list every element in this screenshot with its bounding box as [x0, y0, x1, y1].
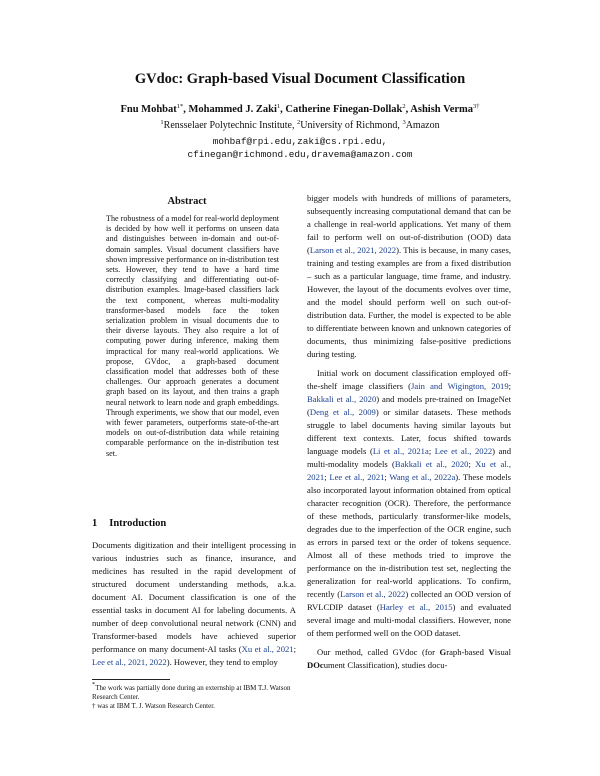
citation-link[interactable]: Deng et al., 2009	[309, 407, 376, 417]
paragraph	[307, 192, 511, 361]
citation-link[interactable]: Lee et al., 2021	[329, 472, 385, 482]
footnote-mark: †	[92, 702, 96, 710]
body-text: ) and evaluated several image and multi-modal classifiers. However, none of them performed well on the OOD dataset.	[307, 602, 511, 638]
body-text: Initial work on document classification employed off-the-shelf image classifiers (	[307, 368, 511, 391]
body-text: ;	[468, 459, 476, 469]
footnotes	[92, 681, 297, 711]
author-name: Catherine Finegan-Dollak	[285, 104, 403, 115]
body-text: ). These models also incorporated layout information obtained from optical character recognition (OCR). Therefore, the performance of these methods, particularly transformer-like models, degrades due to the imperfection of the OCR engine, such as errors in parsed text or the order of tokens sequence. Almost all of these methods tried to improve the performance on the in-distribution test set, neglecting the generalization for real-world applications. To confirm, recently (	[307, 472, 511, 599]
footnote-divider	[92, 679, 170, 680]
citation-link[interactable]: Lee et al., 2022	[434, 446, 493, 456]
body-text: raph-based	[446, 647, 489, 657]
body-text: bigger models with hundreds of millions of parameters, subsequently increasing computational demand that can be a challenge in real-world applications. Yet many of them fail to perform well on out-of-distribution (OOD) data (	[307, 193, 511, 255]
footnote	[92, 681, 297, 702]
author-name: Ashish Verma	[410, 104, 474, 115]
citation-link[interactable]: Bakkali et al., 2020	[394, 459, 469, 469]
paper-title: GVdoc: Graph-based Visual Document Classification	[134, 71, 466, 87]
body-text: ;	[384, 472, 390, 482]
body-text: ) and multi-modality models (	[307, 446, 511, 469]
email-line[interactable]: cfinegan@richmond.edu,dravema@amazon.com	[187, 149, 413, 160]
footnote-text: The work was partially done during an externship at IBM T.J. Watson Research Center.	[92, 684, 291, 701]
body-text: isual	[494, 647, 511, 657]
paragraph	[307, 646, 511, 672]
author-name: Fnu Mohbat	[120, 104, 177, 115]
citation-link[interactable]: Xu et al., 2021	[241, 644, 294, 654]
acronym-letter: G	[439, 647, 447, 657]
affiliation: Amazon	[405, 120, 440, 131]
paragraph	[307, 367, 511, 640]
abstract-heading: Abstract	[167, 196, 207, 207]
affiliation: University of Richmond,	[300, 120, 400, 131]
footnote-text: was at IBM T. J. Watson Research Center.	[95, 702, 215, 710]
citation-link[interactable]: Harley et al., 2015	[379, 602, 453, 612]
body-text: Our method, called GVdoc (for	[317, 647, 440, 657]
body-text: ). This is because, in many cases, training and testing examples are from a fixed distribution – such as a particular language, time frame, and industry. However, the layout of the documents evolves over time, and the model should perform well on such out-of-distribution data. Further, the model is expected to be able to differentiate between known and unknown categories of documents, thus minimizing false-positive predictions during testing.	[307, 245, 511, 359]
introduction-paragraph	[92, 539, 296, 669]
affiliation-line	[0, 120, 600, 131]
citation-link[interactable]: Jain and Wigington, 2019	[411, 381, 509, 391]
body-text: ;	[508, 381, 512, 391]
citation-link[interactable]: Lee et al., 2021, 2022	[92, 657, 167, 667]
citation-link[interactable]: Xu et al., 2021	[307, 459, 511, 482]
citation-link[interactable]: Li et al., 2021a	[372, 446, 429, 456]
email-line[interactable]: mohbaf@rpi.edu,zaki@cs.rpi.edu,	[212, 136, 388, 147]
affiliation-number: 2	[296, 119, 301, 126]
body-text: ) and models pre-trained on ImageNet (	[307, 394, 511, 417]
acronym-letter: V	[488, 647, 495, 657]
abstract-text: The robustness of a model for real-world deployment is decided by how well it performs on unseen data and distinguishes between in-domain and out-of-domain samples. Visual document classifiers have shown impressive performance on in-distribution test sets. However, they tend to have a hard time correctly classifying and differentiating out-of-distribution examples. Image-based classifiers lack the text component, whereas multi-modality transformer-based models face the token serialization problem in visual documents due to their diverse layouts. They also require a lot of computing power during inference, making them impractical for many real-world applications. We propose, GVdoc, a graph-based document classification model that addresses both of these challenges. Our approach generates a document graph based on its layout, and then trains a graph neural network to learn node and graph embeddings. Through experiments, we show that our model, even with fewer parameters, outperforms state-of-the-art models on out-of-distribution data while retaining comparable performance on the in-distribution test set.	[106, 214, 279, 458]
body-text: ) or similar datasets. These methods struggle to label documents having similar layouts but different text contexts. Later, focus shifted towards language models (	[307, 407, 512, 456]
body-text: Documents digitization and their intelligent processing in various industries such as finance, insurance, and medicines has resulted in the rapid development of structured document understanding methods, a.k.a. document AI. Document classification is one of the essential tasks in document AI for labeling documents. A number of deep convolutional neural network (CNN) and Transformer-based models have achieved superior performance on many document-AI tasks (	[92, 540, 296, 654]
body-text: ;	[428, 446, 435, 456]
citation-link[interactable]: Larson et al., 2021, 2022	[309, 245, 397, 255]
body-text: ). However, they tend to employ	[166, 657, 278, 667]
citation-link[interactable]: Bakkali et al., 2020	[307, 394, 377, 404]
author-affiliation-mark: 1	[276, 103, 281, 110]
section-number: 1	[92, 518, 98, 529]
section-heading-introduction	[92, 518, 166, 529]
author-affiliation-mark: 2	[402, 103, 406, 110]
footnote	[92, 702, 297, 711]
body-text: ument Classification), studies docu-	[323, 660, 448, 670]
right-column	[307, 192, 511, 678]
affiliation-number: 3	[402, 119, 406, 126]
section-title: Introduction	[109, 518, 167, 529]
author-affiliation-mark: 3†	[473, 103, 480, 110]
author-name: Mohammed J. Zaki	[188, 104, 277, 115]
author-affiliation-mark: 1*	[176, 103, 184, 110]
body-text: ;	[293, 644, 296, 654]
affiliation: Rensselaer Polytechnic Institute,	[163, 120, 295, 131]
citation-link[interactable]: Wang et al., 2022a	[389, 472, 456, 482]
author-list: Fnu Mohbat$^{1*}$, Mohammed J. Zaki$^1$, Catherine Finegan-Dollak$^2$, Ashish Verma$^{3\dagger}$	[120, 103, 480, 115]
body-text: ) collected an OOD version of RVLCDIP dataset (	[307, 589, 511, 612]
acronym-letter: DOc	[307, 660, 324, 670]
affiliation-number: 1	[160, 119, 164, 126]
body-text: ;	[324, 472, 330, 482]
footnote-mark: *	[92, 681, 96, 688]
citation-link[interactable]: Larson et al., 2022	[340, 589, 406, 599]
